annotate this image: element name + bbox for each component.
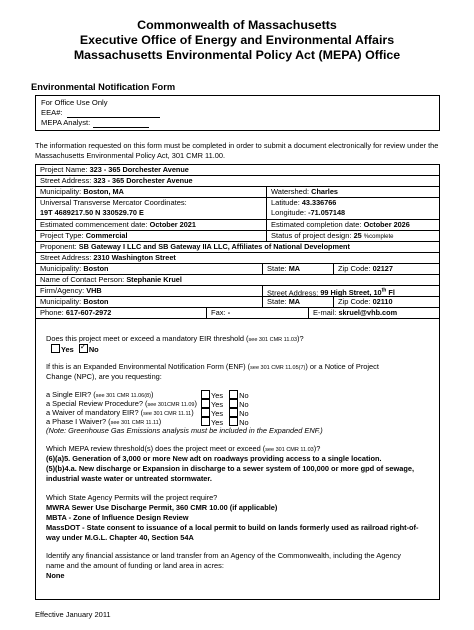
office-use-box xyxy=(35,95,440,131)
q2-options-3: Yes No xyxy=(201,408,249,419)
q4-permit-4[interactable]: way under M.G.L. Chapter 40, Section 54A xyxy=(46,533,194,542)
q2-options-2: Yes No xyxy=(201,399,249,410)
header-line-2: Executive Office of Energy and Environmental Affairs xyxy=(79,33,395,47)
phase1-yes-checkbox[interactable] xyxy=(201,417,210,426)
q1-yes-checkbox[interactable] xyxy=(51,344,60,353)
f-state-value[interactable]: MA xyxy=(288,297,301,306)
email-value[interactable]: skruel@vhb.com xyxy=(338,308,398,317)
zip-value[interactable]: 02127 xyxy=(372,264,393,273)
row-proponent-municipality xyxy=(36,264,439,275)
latitude-label: Latitude: xyxy=(271,198,300,207)
row-firm xyxy=(36,286,439,297)
q2-question-line-1: If this is an Expanded Environmental Notification Form (ENF) (see 301 CMR 11.05(7)) or a Notice of Project xyxy=(46,362,379,371)
longitude-label: Longitude: xyxy=(271,208,307,217)
project-info-table xyxy=(35,164,440,600)
row-firm-municipality xyxy=(36,297,439,308)
q1-no-label: No xyxy=(88,345,99,354)
completion-value[interactable]: October 2026 xyxy=(363,220,410,229)
p-street-value[interactable]: 2310 Washington Street xyxy=(93,253,176,262)
f-state-label: State: xyxy=(267,297,287,306)
q1-yes-label: Yes xyxy=(61,345,74,354)
row-contact xyxy=(36,275,439,286)
q4-permit-2[interactable]: MBTA - Zone of Influence Design Review xyxy=(46,513,189,522)
waiver-yes-checkbox[interactable] xyxy=(201,408,210,417)
contact-label: Name of Contact Person: xyxy=(40,275,125,284)
eea-label: EEA#: xyxy=(41,108,63,117)
footer-effective-date: Effective January 2011 xyxy=(35,610,111,619)
q2-options-1: Yes No xyxy=(201,390,249,401)
header-line-3: Massachusetts Environmental Policy Act (MEPA) Office xyxy=(73,48,401,62)
q1-options xyxy=(51,344,99,355)
status-suffix: %complete xyxy=(363,234,394,240)
row-dates xyxy=(36,220,439,231)
q4-permit-3[interactable]: MassDOT - State consent to issuance of a local permit to build on lands formerly used as railroad right-of- xyxy=(46,523,419,532)
status-value[interactable]: 25 xyxy=(353,231,362,240)
q3-answer-line-3[interactable]: industrial waste water or untreated stormwater. xyxy=(46,474,212,483)
project-name-value[interactable]: 323 - 365 Dorchester Avenue xyxy=(89,165,189,174)
p-municipality-label: Municipality: xyxy=(40,264,82,273)
firm-label: Firm/Agency: xyxy=(40,286,85,295)
type-label: Project Type: xyxy=(40,231,84,240)
street-value[interactable]: 323 - 365 Dorchester Avenue xyxy=(93,176,193,185)
row-project-name xyxy=(36,165,439,176)
special-review-yes-checkbox[interactable] xyxy=(201,399,210,408)
single-eir-yes-checkbox[interactable] xyxy=(201,390,210,399)
row-proponent-street xyxy=(36,253,439,264)
intro-text: The information requested on this form must be completed in order to submit a document electronically for review under the Massachusetts Environmental Policy Act, 301 CMR 11.00. xyxy=(35,141,439,160)
f-street-label: Street Address: xyxy=(267,288,319,298)
completion-label: Estimated completion date: xyxy=(271,220,362,229)
row-street xyxy=(36,176,439,187)
p-municipality-value[interactable]: Boston xyxy=(83,264,109,273)
p-street-label: Street Address: xyxy=(40,253,92,262)
header-line-1: Commonwealth of Massachusetts xyxy=(137,18,337,32)
q5-answer[interactable]: None xyxy=(46,571,65,580)
utm-value[interactable]: 19T 4689217.50 N 330529.70 E xyxy=(40,208,144,217)
q1-no-checkbox[interactable] xyxy=(79,344,88,353)
q2-item-waiver: a Waiver of mandatory EIR? (see 301 CMR 11.11) xyxy=(46,408,194,417)
municipality-value[interactable]: Boston, MA xyxy=(83,187,124,196)
q5-question-line-1: Identify any financial assistance or land transfer from an Agency of the Commonwealth, including the Agency xyxy=(46,551,401,560)
watershed-label: Watershed: xyxy=(271,187,310,196)
office-use-label: For Office Use Only xyxy=(41,98,108,107)
watershed-value[interactable]: Charles xyxy=(311,187,338,196)
utm-label: Universal Transverse Mercator Coordinates: xyxy=(40,198,187,207)
analyst-label: MEPA Analyst: xyxy=(41,118,91,127)
zip-label: Zip Code: xyxy=(338,264,371,273)
f-zip-value[interactable]: 02110 xyxy=(372,297,393,306)
single-eir-no-checkbox[interactable] xyxy=(229,390,238,399)
row-proponent xyxy=(36,242,439,253)
street-label: Street Address: xyxy=(40,176,92,185)
phone-label: Phone: xyxy=(40,308,64,317)
row-municipality xyxy=(36,187,439,198)
fax-value[interactable]: - xyxy=(227,308,231,317)
row-type xyxy=(36,231,439,242)
state-value[interactable]: MA xyxy=(288,264,301,273)
f-street-value[interactable]: 99 High Street, 10th Fl xyxy=(320,288,395,298)
q4-permit-1[interactable]: MWRA Sewer Use Discharge Permit, 360 CMR 10.00 (if applicable) xyxy=(46,503,278,512)
contact-value[interactable]: Stephanie Kruel xyxy=(126,275,182,284)
type-value[interactable]: Commercial xyxy=(85,231,128,240)
commence-value[interactable]: October 2021 xyxy=(149,220,196,229)
proponent-label: Proponent: xyxy=(40,242,77,251)
row-coordinates xyxy=(36,198,439,220)
q2-options-4: Yes No xyxy=(201,417,249,428)
longitude-value[interactable]: -71.057148 xyxy=(308,208,346,217)
eea-field[interactable] xyxy=(67,109,160,118)
q2-item-phase1: a Phase I Waiver? (see 301 CMR 11.11) xyxy=(46,417,162,426)
fax-label: Fax: xyxy=(211,308,226,317)
email-label: E-mail: xyxy=(313,308,337,317)
f-municipality-value[interactable]: Boston xyxy=(83,297,109,306)
q2-note: (Note: Greenhouse Gas Emissions analysis must be included in the Expanded ENF.) xyxy=(46,426,323,435)
status-label: Status of project design: xyxy=(271,231,352,240)
f-municipality-label: Municipality: xyxy=(40,297,82,306)
state-label: State: xyxy=(267,264,287,273)
q2-question-line-2: Change (NPC), are you requesting: xyxy=(46,372,162,381)
municipality-label: Municipality: xyxy=(40,187,82,196)
q4-question: Which State Agency Permits will the project require? xyxy=(46,493,218,502)
latitude-value[interactable]: 43.336766 xyxy=(301,198,337,207)
q3-question: Which MEPA review threshold(s) does the project meet or exceed (see 301 CMR 11.03)? xyxy=(46,444,321,453)
q1-question: Does this project meet or exceed a mandatory EIR threshold (see 301 CMR 11.03)? xyxy=(46,334,304,343)
q3-answer-line-2[interactable]: (5)(b)4.a. New discharge or Expansion in discharge to a sewer system of 100,000 or more gpd of sewage, xyxy=(46,464,415,473)
waiver-no-checkbox[interactable] xyxy=(229,408,238,417)
q3-answer-line-1[interactable]: (6)(a)5. Generation of 3,000 or more New adt on roadways providing access to a single location. xyxy=(46,454,382,463)
f-zip-label: Zip Code: xyxy=(338,297,371,306)
project-name-label: Project Name: xyxy=(40,165,88,174)
commence-label: Estimated commencement date: xyxy=(40,220,148,229)
form-title: Environmental Notification Form xyxy=(31,82,176,92)
phone-value[interactable]: 617-607-2972 xyxy=(65,308,112,317)
phase1-no-checkbox[interactable] xyxy=(229,417,238,426)
q2-item-single-eir: a Single EIR? (see 301 CMR 11.06(8)) xyxy=(46,390,154,399)
q5-question-line-2: name and the amount of funding or land area in acres: xyxy=(46,561,224,570)
special-review-no-checkbox[interactable] xyxy=(229,399,238,408)
analyst-field[interactable] xyxy=(93,119,149,128)
q2-item-special-review: a Special Review Procedure? (see 301CMR 11.09) xyxy=(46,399,197,408)
firm-value[interactable]: VHB xyxy=(86,286,102,295)
proponent-value[interactable]: SB Gateway I LLC and SB Gateway IIA LLC, Affiliates of National Development xyxy=(78,242,350,251)
row-phone xyxy=(36,308,439,319)
